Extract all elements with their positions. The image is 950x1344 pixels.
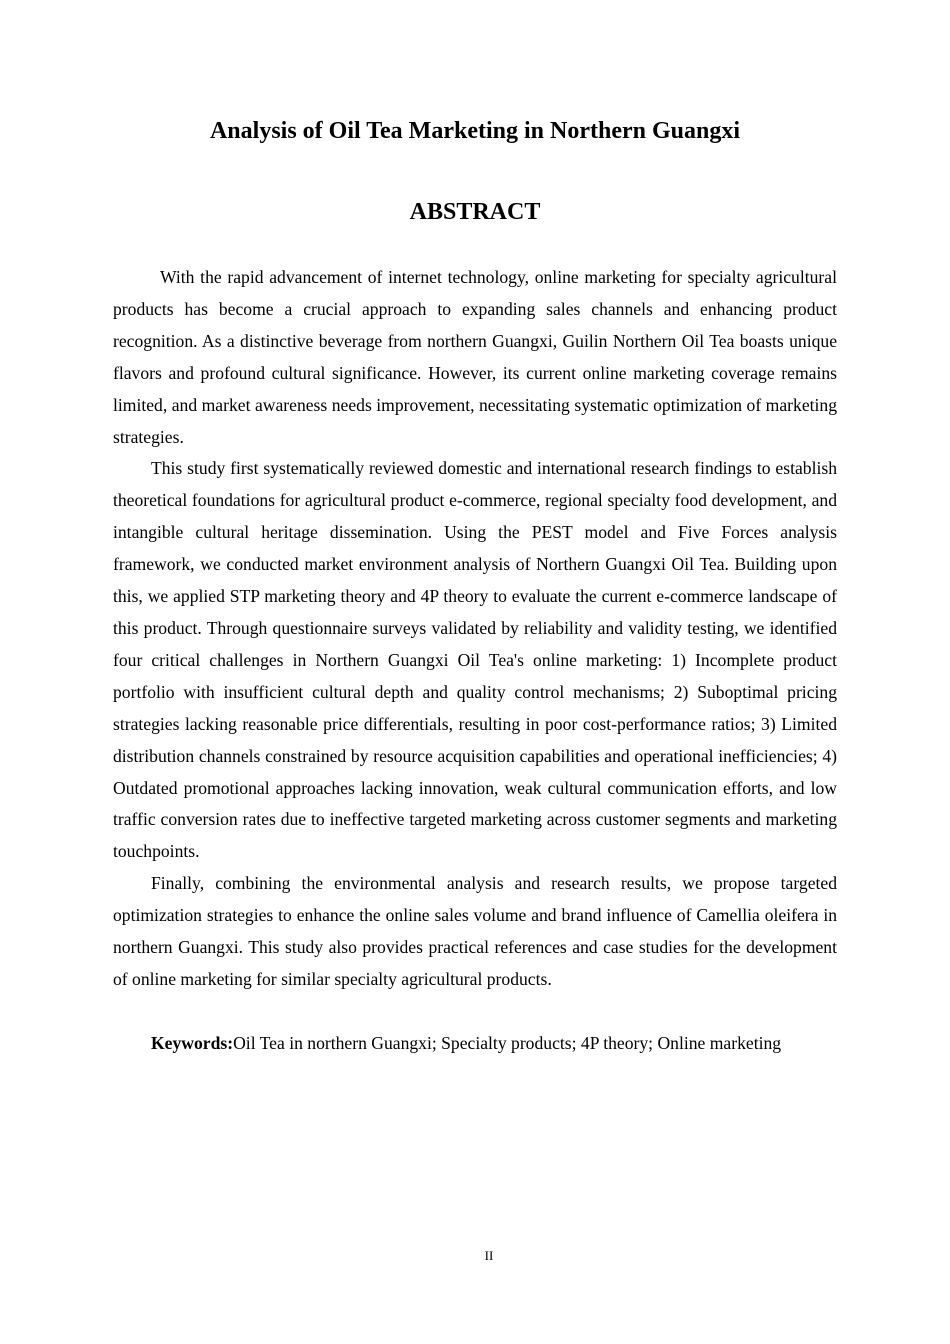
document-title: Analysis of Oil Tea Marketing in Northern Guangxi [209, 118, 741, 144]
abstract-body [113, 262, 837, 1060]
keywords-text: Oil Tea in northern Guangxi; Specialty products; 4P theory; Online marketing [233, 1032, 782, 1053]
keywords-label: Keywords: [151, 1032, 234, 1053]
abstract-paragraph-3: Finally, combining the environmental analysis and research results, we propose targeted optimization strategies to enhance the online sales volume and brand influence of Camellia oleifera in northern Guangxi. This study also provides practical references and case studies for the development of online marketing for similar specialty agricultural products. [113, 873, 837, 989]
abstract-paragraph-2: This study first systematically reviewed domestic and international research findings to establish theoretical foundations for agricultural product e-commerce, regional specialty food development, and intangible cultural heritage dissemination. Using the PEST model and Five Forces analysis framework, we conducted market environment analysis of Northern Guangxi Oil Tea. Building upon this, we applied STP marketing theory and 4P theory to evaluate the current e-commerce landscape of this product. Through questionnaire surveys validated by reliability and validity testing, we identified four critical challenges in Northern Guangxi Oil Tea's online marketing: 1) Incomplete product portfolio with insufficient cultural depth and quality control mechanisms; 2) Suboptimal pricing strategies lacking reasonable price differentials, resulting in poor cost-performance ratios; 3) Limited distribution channels constrained by resource acquisition capabilities and operational inefficiencies; 4) Outdated promotional approaches lacking innovation, weak cultural communication efforts, and low traffic conversion rates due to ineffective targeted marketing across customer segments and marketing touchpoints. [113, 458, 837, 862]
abstract-paragraph-1: With the rapid advancement of internet technology, online marketing for specialty agricultural products has become a crucial approach to expanding sales channels and enhancing product recognition. As a distinctive beverage from northern Guangxi, Guilin Northern Oil Tea boasts unique flavors and profound cultural significance. However, its current online marketing coverage remains limited, and market awareness needs improvement, necessitating systematic optimization of marketing strategies. [113, 267, 837, 447]
page-number: II [484, 1248, 494, 1263]
abstract-heading: ABSTRACT [409, 199, 541, 225]
keywords-line [113, 1028, 837, 1060]
